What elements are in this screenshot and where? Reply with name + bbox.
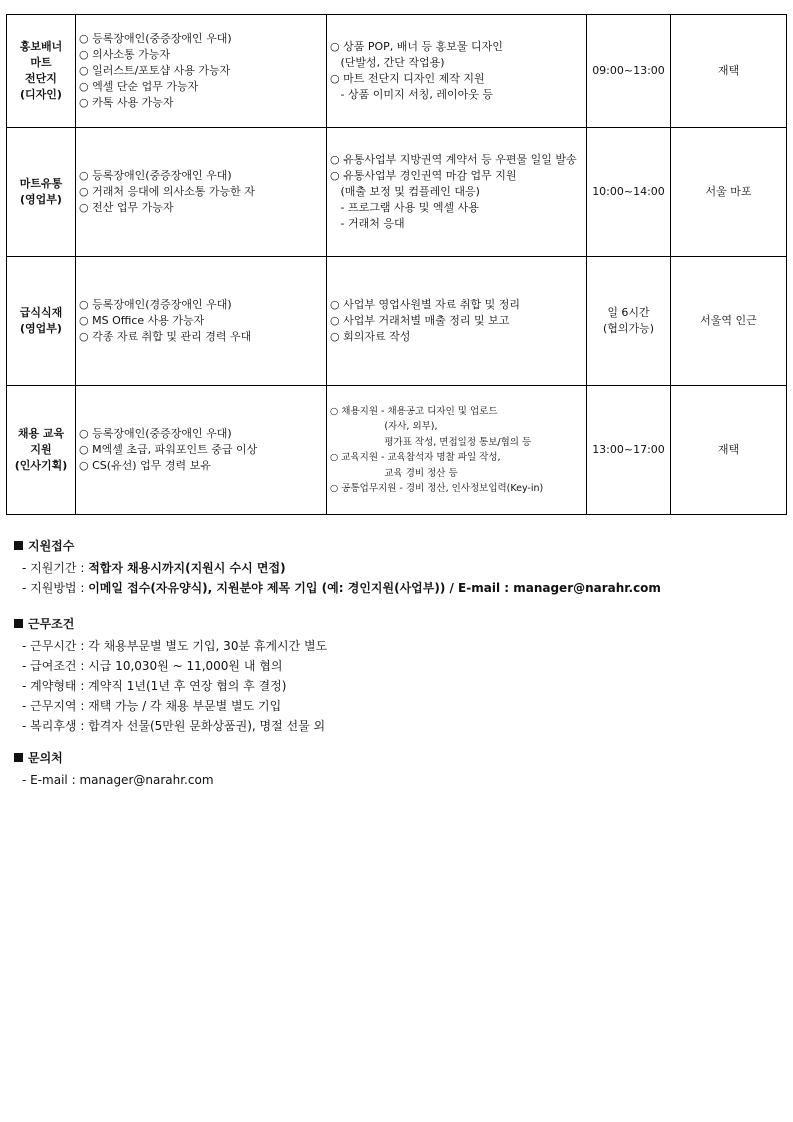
qualifications-cell: ○ 등록장애인(중증장애인 우대) ○ 거래처 응대에 의사소통 가능한 자 ○ 전산 업무 가능자: [76, 128, 327, 257]
duties-cell: ○ 유통사업부 지방권역 계약서 등 우편물 일일 발송 ○ 유통사업부 경인권역 마감 업무 지원 (매출 보정 및 컴플레인 대응) - 프로그램 사용 및 엑셀 사용 - 거래처 응대: [327, 128, 587, 257]
category-cell: 급식식재 (영업부): [7, 257, 76, 386]
table-row: [7, 257, 787, 386]
condition-item: - 급여조건 : 시급 10,030원 ~ 11,000원 내 협의: [22, 659, 283, 673]
condition-item: - 근무시간 : 각 채용부문별 별도 기입, 30분 휴게시간 별도: [22, 639, 328, 653]
location-cell: 서울역 인근: [671, 257, 787, 386]
table-row: [7, 15, 787, 128]
work-hours-cell: 10:00~14:00: [587, 128, 671, 257]
location-cell: 재택: [671, 386, 787, 515]
square-bullet-icon: [14, 541, 23, 550]
condition-item: - 계약형태 : 계약직 1년(1년 후 연장 협의 후 결정): [22, 679, 287, 693]
work-hours-cell: 13:00~17:00: [587, 386, 671, 515]
table-row: [7, 128, 787, 257]
conditions-section-title: 근무조건: [14, 616, 784, 632]
job-table: [6, 14, 787, 515]
condition-item: - 근무지역 : 재택 가능 / 각 채용 부문별 별도 기입: [22, 699, 282, 713]
qualifications-cell: ○ 등록장애인(중증장애인 우대) ○ 의사소통 가능자 ○ 일러스트/포토샵 사용 가능자 ○ 엑셀 단순 업무 가능자 ○ 카톡 사용 가능자: [76, 15, 327, 128]
duties-cell: ○ 상품 POP, 배너 등 홍보물 디자인 (단발성, 간단 작업용) ○ 마트 전단지 디자인 제작 지원 - 상품 이미지 서칭, 레이아웃 등: [327, 15, 587, 128]
duties-cell: ○ 사업부 영업사원별 자료 취합 및 정리 ○ 사업부 거래처별 매출 정리 및 보고 ○ 회의자료 작성: [327, 257, 587, 386]
condition-item: - 복리후생 : 합격자 선물(5만원 문화상품권), 명절 선물 외: [22, 719, 326, 733]
square-bullet-icon: [14, 753, 23, 762]
category-cell: 채용 교육 지원 (인사기획): [7, 386, 76, 515]
qualifications-cell: ○ 등록장애인(중증장애인 우대) ○ M엑셀 초급, 파워포인트 중급 이상 ○ CS(유선) 업무 경력 보유: [76, 386, 327, 515]
apply-period: - 지원기간 : 적합자 채용시까지(지원시 수시 면접): [22, 561, 286, 575]
category-cell: 마트유통 (영업부): [7, 128, 76, 257]
square-bullet-icon: [14, 619, 23, 628]
info-sections: [14, 538, 784, 790]
contact-email: - E-mail : manager@narahr.com: [22, 773, 214, 787]
qualifications-cell: ○ 등록장애인(경증장애인 우대) ○ MS Office 사용 가능자 ○ 각종 자료 취합 및 관리 경력 우대: [76, 257, 327, 386]
table-row: [7, 386, 787, 515]
work-hours-cell: 09:00~13:00: [587, 15, 671, 128]
location-cell: 서울 마포: [671, 128, 787, 257]
location-cell: 재택: [671, 15, 787, 128]
apply-section-title: 지원접수: [14, 538, 784, 554]
contact-section-title: 문의처: [14, 750, 784, 766]
duties-cell: ○ 채용지원 - 채용공고 디자인 및 업로드 (자사, 외부), 평가표 작성, 면접일정 통보/협의 등 ○ 교육지원 - 교육참석자 명찰 파일 작성, 교육 경비 정산 등 ○ 공통업무지원 - 경비 정산, 인사정보입력(Key-in): [327, 386, 587, 515]
work-hours-cell: 일 6시간 (협의가능): [587, 257, 671, 386]
category-cell: 홍보배너 마트 전단지 (디자인): [7, 15, 76, 128]
apply-method: - 지원방법 : 이메일 접수(자유양식), 지원분야 제목 기입 (예: 경인지원(사업부)) / E-mail : manager@narahr.com: [22, 581, 661, 595]
